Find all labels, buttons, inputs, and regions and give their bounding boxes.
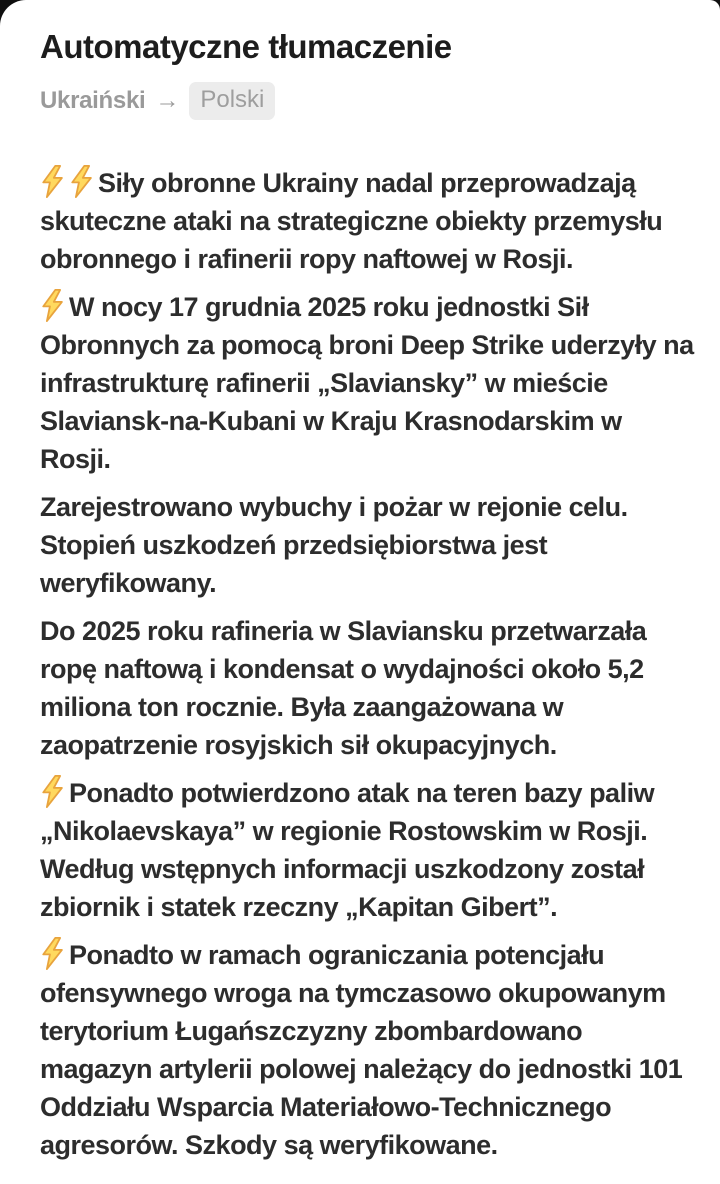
paragraph: Ponadto w ramach ograniczania potencjału ofensywnego wroga na tymczasowo okupowanym terytorium Ługańszczyzny zbombardowano magazyn artylerii polowej należący do jednostki 101 Oddziału Wsparcia Materiałowo-Technicznego agresorów. Szkody są weryfikowane. [40,936,695,1164]
lightning-icon [40,775,64,808]
translated-text [40,164,695,1164]
source-language-label: Ukraiński [40,87,146,114]
lightning-icon [69,165,93,198]
paragraph: Do 2025 roku rafineria w Slaviansku przetwarzała ropę naftową i kondensat o wydajności około 5,2 miliona ton rocznie. Była zaangażowana w zaopatrzenie rosyjskich sił okupacyjnych. [40,616,647,760]
paragraph: Ponadto potwierdzono atak na teren bazy paliw „Nikolaevskaya” w regionie Rostowskim w Rosji. Według wstępnych informacji uszkodzony został zbiornik i statek rzeczny „Kapitan Gibert”. [40,774,695,926]
target-language-chip[interactable]: Polski [189,82,275,120]
lightning-icon [40,289,64,322]
paragraph: Zarejestrowano wybuchy i pożar w rejonie celu. Stopień uszkodzeń przedsiębiorstwa jest weryfikowany. [40,492,628,598]
paragraph: Siły obronne Ukrainy nadal przeprowadzają skuteczne ataki na strategiczne obiekty przemysłu obronnego i rafinerii ropy naftowej w Rosji. [40,164,695,278]
arrow-right-icon: → [155,87,180,114]
paragraph: W nocy 17 grudnia 2025 roku jednostki Sił Obronnych za pomocą broni Deep Strike uderzyły na infrastrukturę rafinerii „Slaviansky” w mieście Slaviansk-na-Kubani w Kraju Krasnodarskim w Rosji. [40,288,695,478]
language-row [40,82,695,120]
lightning-icon [40,165,64,198]
sheet-title: Automatyczne tłumaczenie [40,28,452,65]
lightning-icon [40,937,64,970]
